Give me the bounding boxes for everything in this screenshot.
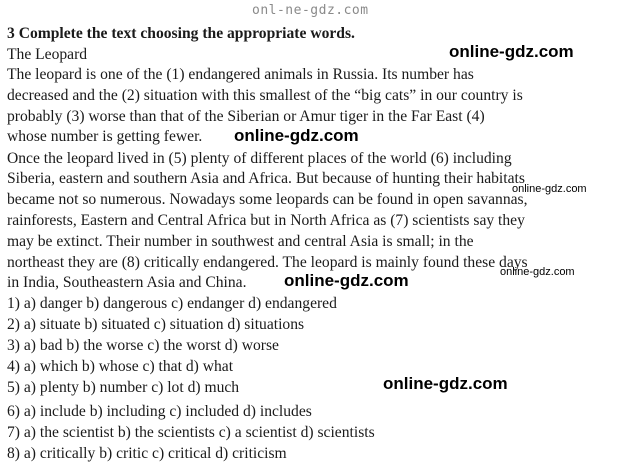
exercise-heading: 3 Complete the text choosing the appropriate words. — [7, 25, 355, 42]
watermark-right-1: online-gdz.com — [449, 42, 574, 61]
watermark-small-2: online-gdz.com — [500, 266, 575, 278]
watermark-mid-2: online-gdz.com — [284, 271, 409, 290]
text-line-4: whose number is getting fewer. — [7, 128, 203, 145]
option-1: 1) a) danger b) dangerous c) endanger d) endangered — [7, 295, 337, 312]
watermark-small-1: online-gdz.com — [512, 183, 587, 195]
option-7: 7) a) the scientist b) the scientists c) a scientist d) scientists — [7, 424, 375, 441]
text-line-8: rainforests, Eastern and Central Africa but in North Africa as (7) scientists say they — [7, 212, 525, 229]
option-3: 3) a) bad b) the worse c) the worst d) worse — [7, 337, 279, 354]
text-line-6: Siberia, eastern and southern Asia and Africa. But because of hunting their habitats — [7, 170, 525, 187]
option-4: 4) a) which b) whose c) that d) what — [7, 358, 234, 375]
text-line-11: in India, Southeastern Asia and China. — [7, 274, 247, 291]
option-2: 2) a) situate b) situated c) situation d) situations — [7, 316, 305, 333]
text-line-2: decreased and the (2) situation with this smallest of the “big cats” in our country is — [7, 87, 523, 104]
text-line-5: Once the leopard lived in (5) plenty of different places of the world (6) including — [7, 150, 512, 167]
text-line-3: probably (3) worse than that of the Siberian or Amur tiger in the Far East (4) — [7, 108, 485, 125]
text-line-1: The leopard is one of the (1) endangered animals in Russia. Its number has — [7, 66, 474, 83]
text-line-10: northeast they are (8) critically endangered. The leopard is mainly found these days — [7, 254, 528, 271]
text-line-9: may be extinct. Their number in southwest and central Asia is small; in the — [7, 233, 474, 250]
watermark-top: onl-ne-gdz.com — [252, 3, 369, 18]
text-title: The Leopard — [7, 46, 88, 63]
watermark-right-2: online-gdz.com — [383, 374, 508, 393]
option-6: 6) a) include b) including c) included d) includes — [7, 403, 312, 420]
watermark-mid-1: online-gdz.com — [234, 126, 359, 145]
option-5: 5) a) plenty b) number c) lot d) much — [7, 379, 240, 396]
option-8: 8) a) critically b) critic c) critical d) criticism — [7, 445, 287, 462]
text-line-7: became not so numerous. Nowadays some leopards can be found in open savannas, — [7, 191, 528, 208]
